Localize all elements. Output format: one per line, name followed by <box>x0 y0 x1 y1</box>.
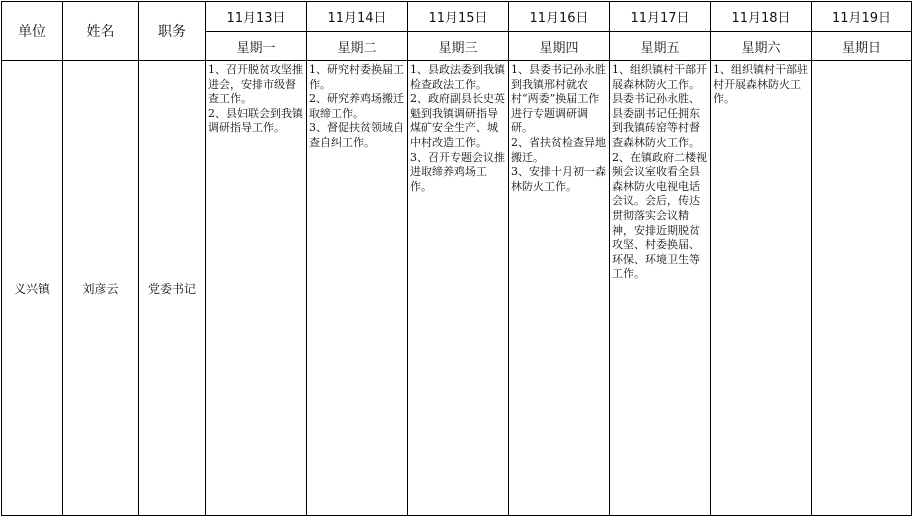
schedule-content-cell <box>812 61 912 516</box>
schedule-content-text: 1、县政法委到我镇检查政法工作。 2、政府副县长史英魁到我镇调研指导煤矿安全生产、城中村改造工作。 3、召开专题会议推进取缔养鸡场工作。 <box>410 63 505 193</box>
weekday-cell: 星期六 <box>711 32 812 61</box>
weekday-cell: 星期一 <box>206 32 307 61</box>
schedule-content-text: 1、组织镇村干部驻村开展森林防火工作。 <box>713 63 808 106</box>
date-cell: 11月19日 <box>812 2 912 32</box>
schedule-content-text: 1、县委书记孙永胜到我镇邢村就农村“两委”换届工作进行专题调研调研。 2、省扶贫检查异地搬迁。 3、安排十月初一森林防火工作。 <box>511 63 606 193</box>
schedule-row <box>2 61 912 516</box>
date-cell: 11月18日 <box>711 2 812 32</box>
schedule-content-cell <box>408 61 509 516</box>
header-unit: 单位 <box>2 2 63 61</box>
weekday-cell: 星期三 <box>408 32 509 61</box>
schedule-content-cell <box>509 61 610 516</box>
schedule-content-cell <box>307 61 408 516</box>
date-cell: 11月15日 <box>408 2 509 32</box>
position-cell: 党委书记 <box>139 61 206 516</box>
schedule-content-cell <box>711 61 812 516</box>
weekday-cell: 星期四 <box>509 32 610 61</box>
name-cell: 刘彦云 <box>63 61 139 516</box>
schedule-table <box>1 1 912 516</box>
date-header-row <box>2 2 912 32</box>
unit-cell: 义兴镇 <box>2 61 63 516</box>
schedule-content-cell <box>206 61 307 516</box>
date-cell: 11月13日 <box>206 2 307 32</box>
schedule-content-text: 1、召开脱贫攻坚推进会，安排市级督查工作。 2、县妇联会到我镇调研指导工作。 <box>208 63 303 135</box>
weekday-cell: 星期五 <box>610 32 711 61</box>
header-position: 职务 <box>139 2 206 61</box>
header-name: 姓名 <box>63 2 139 61</box>
weekday-cell: 星期日 <box>812 32 912 61</box>
schedule-content-cell <box>610 61 711 516</box>
schedule-content-text: 1、研究村委换届工作。 2、研究养鸡场搬迁取缔工作。 3、督促扶贫领域自查自纠工作。 <box>309 63 404 149</box>
date-cell: 11月16日 <box>509 2 610 32</box>
date-cell: 11月14日 <box>307 2 408 32</box>
date-cell: 11月17日 <box>610 2 711 32</box>
weekday-cell: 星期二 <box>307 32 408 61</box>
schedule-content-text: 1、组织镇村干部开展森林防火工作。县委书记孙永胜、县委副书记任拥东到我镇砖窑等村督查森林防火工作。 2、在镇政府二楼视频会议室收看全县森林防火电视电话会议。会后，传达贯彻落实会议精神，安排近期脱贫攻坚、村委换届、环保、环境卫生等工作。 <box>612 63 707 281</box>
